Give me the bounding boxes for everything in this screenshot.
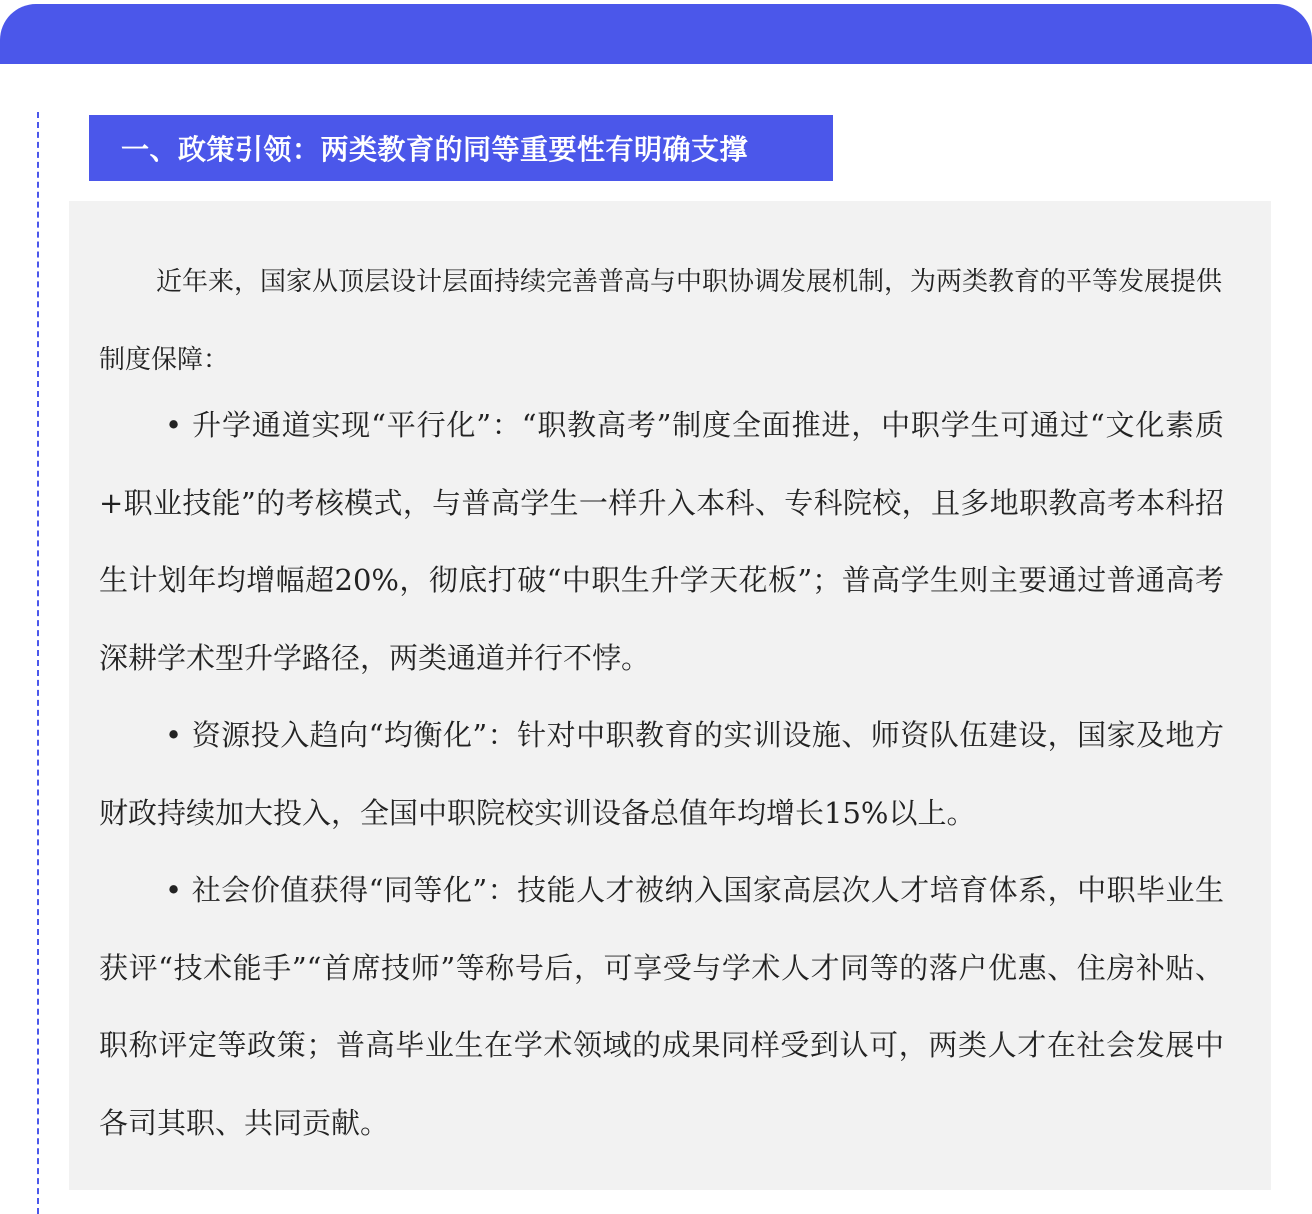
bullet-item-admission-pathway: • 升学通道实现“平行化”：“职教高考”制度全面推进，中职学生可通过“文化素质+职业技能”的考核模式，与普高学生一样升入本科、专科院校，且多地职教高考本科招生计划年均增幅超20%，彻底打破“中职生升学天花板”；普高学生则主要通过普通高考深耕学术型升学路径，两类通道并行不悖。	[99, 408, 1224, 675]
bullet-item-social-value: • 社会价值获得“同等化”：技能人才被纳入国家高层次人才培育体系，中职毕业生获评“技术能手”“首席技师”等称号后，可享受与学术人才同等的落户优惠、住房补贴、职称评定等政策；普高毕业生在学术领域的成果同样受到认可，两类人才在社会发展中各司其职、共同贡献。	[99, 873, 1224, 1140]
dashed-divider	[37, 112, 39, 1214]
section-title: 一、政策引领：两类教育的同等重要性有明确支撑	[121, 133, 749, 166]
bullet-item-resource-investment: • 资源投入趋向“均衡化”：针对中职教育的实训设施、师资队伍建设，国家及地方财政持续加大投入，全国中职院校实训设备总值年均增长15%以上。	[99, 718, 1224, 830]
bullet-list	[99, 387, 1224, 1162]
section-header	[89, 115, 833, 181]
top-banner	[0, 4, 1312, 64]
intro-paragraph: 近年来，国家从顶层设计层面持续完善普高与中职协调发展机制，为两类教育的平等发展提供制度保障：	[99, 267, 1223, 375]
content-panel	[69, 201, 1271, 1190]
